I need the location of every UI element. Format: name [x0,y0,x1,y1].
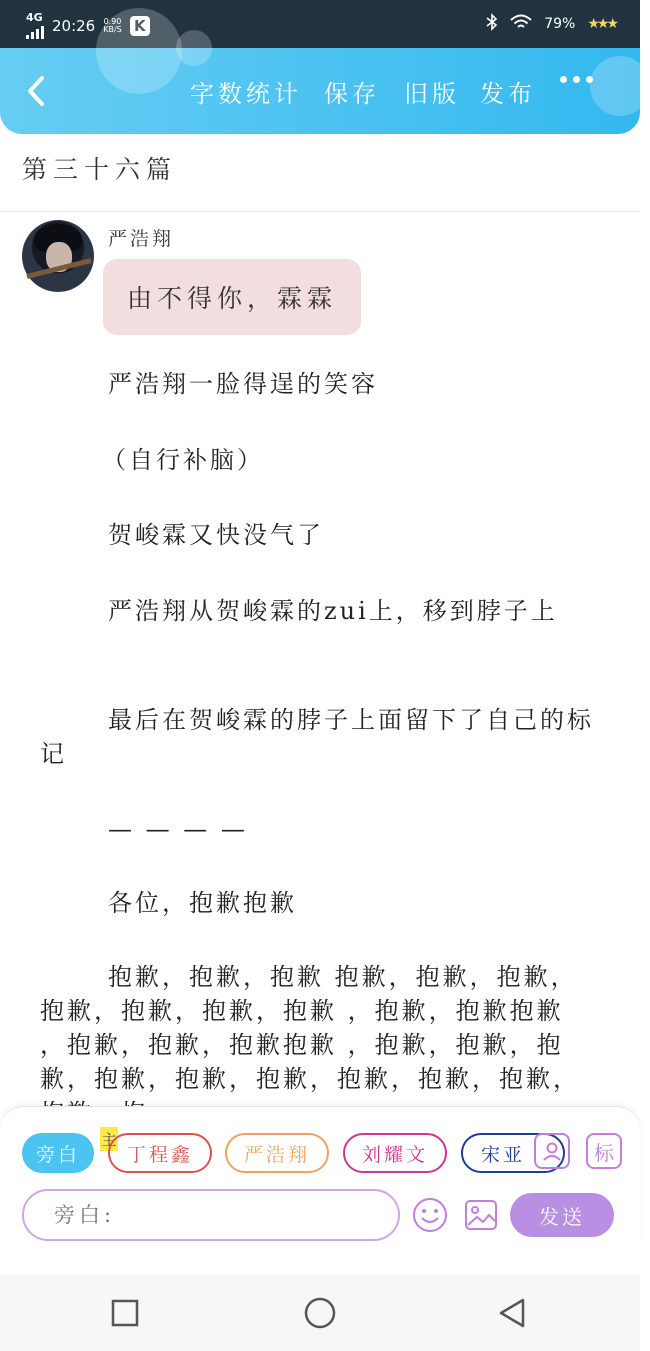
top-app-bar [0,48,640,134]
back-button[interactable] [22,72,54,110]
role-chip-yan[interactable]: 严浩翔 [225,1133,329,1173]
network-type: 4G [26,11,43,24]
speed-value: 0.90 [103,16,122,26]
image-icon [463,1197,499,1233]
story-paragraph: 最后在贺峻霖的脖子上面留下了自己的标记 [40,706,594,768]
triangle-back-icon [497,1297,527,1329]
send-button[interactable]: 发送 [510,1193,614,1237]
old-version-button[interactable]: 旧版 [404,80,460,108]
speed-unit: KB/S [103,24,122,34]
back-nav-button[interactable] [497,1297,527,1333]
smiley-icon [412,1197,448,1233]
more-options-icon[interactable] [560,76,593,83]
battery-icon: ★★★ [587,16,616,32]
system-nav-bar [0,1275,640,1351]
avatar[interactable] [22,220,94,292]
role-chip-narrator[interactable]: 旁白 [22,1133,94,1173]
character-manage-button[interactable] [534,1133,570,1169]
circle-icon [304,1297,336,1329]
clock: 20:26 [52,16,96,35]
story-paragraph: 各位，抱歉抱歉 [108,889,297,917]
wifi-icon [510,14,532,34]
story-paragraph: 贺峻霖又快没气了 [108,521,324,549]
image-button[interactable] [463,1197,499,1233]
story-paragraph: 严浩翔一脸得逞的笑容 [108,370,378,398]
chevron-left-icon [22,72,54,110]
divider [0,211,640,212]
composer-panel [0,1106,640,1241]
bluetooth-icon [486,13,498,35]
battery-level: 79% [544,16,576,32]
app-k-icon: K [130,16,150,36]
role-chip-liu[interactable]: 刘耀文 [343,1133,447,1173]
decor-bubble [590,56,650,116]
role-chip-clip [461,1133,526,1173]
chapter-title[interactable]: 第三十六篇 [22,155,178,184]
main-role-badge: 主 [100,1127,118,1151]
decor-bubble [176,30,212,66]
home-button[interactable] [304,1297,336,1333]
story-paragraph: — — — — [108,815,248,843]
role-chip-song[interactable]: 宋亚 [461,1133,565,1173]
save-button[interactable]: 保存 [324,80,380,108]
story-paragraph: 抱歉，抱歉，抱歉 抱歉，抱歉，抱歉，抱歉，抱歉，抱歉，抱歉 ，抱歉，抱歉抱歉 ，抱歉，抱歉，抱歉抱歉 ，抱歉，抱歉，抱歉，抱歉，抱歉，抱歉，抱歉，抱歉，抱歉， [40,963,580,1093]
message-bubble[interactable]: 由不得你，霖霖 [103,259,361,335]
signal-icon [26,23,44,39]
decor-bubble [96,8,182,94]
person-icon [540,1139,564,1163]
publish-button[interactable]: 发布 [480,80,536,108]
story-paragraph: （自行补脑） [102,446,264,474]
story-paragraph: 严浩翔从贺峻霖的zui上，移到脖子上 [108,597,558,625]
word-count-button[interactable]: 字数统计 [190,80,302,108]
speaker-name: 严浩翔 [108,228,175,250]
tag-button[interactable]: 标 [586,1133,622,1169]
recent-apps-button[interactable] [111,1299,139,1331]
message-input[interactable] [22,1189,400,1241]
role-chip-ding[interactable]: 丁程鑫 [108,1133,212,1173]
emoji-button[interactable] [412,1197,448,1233]
network-indicator [26,12,44,39]
square-icon [111,1299,139,1327]
